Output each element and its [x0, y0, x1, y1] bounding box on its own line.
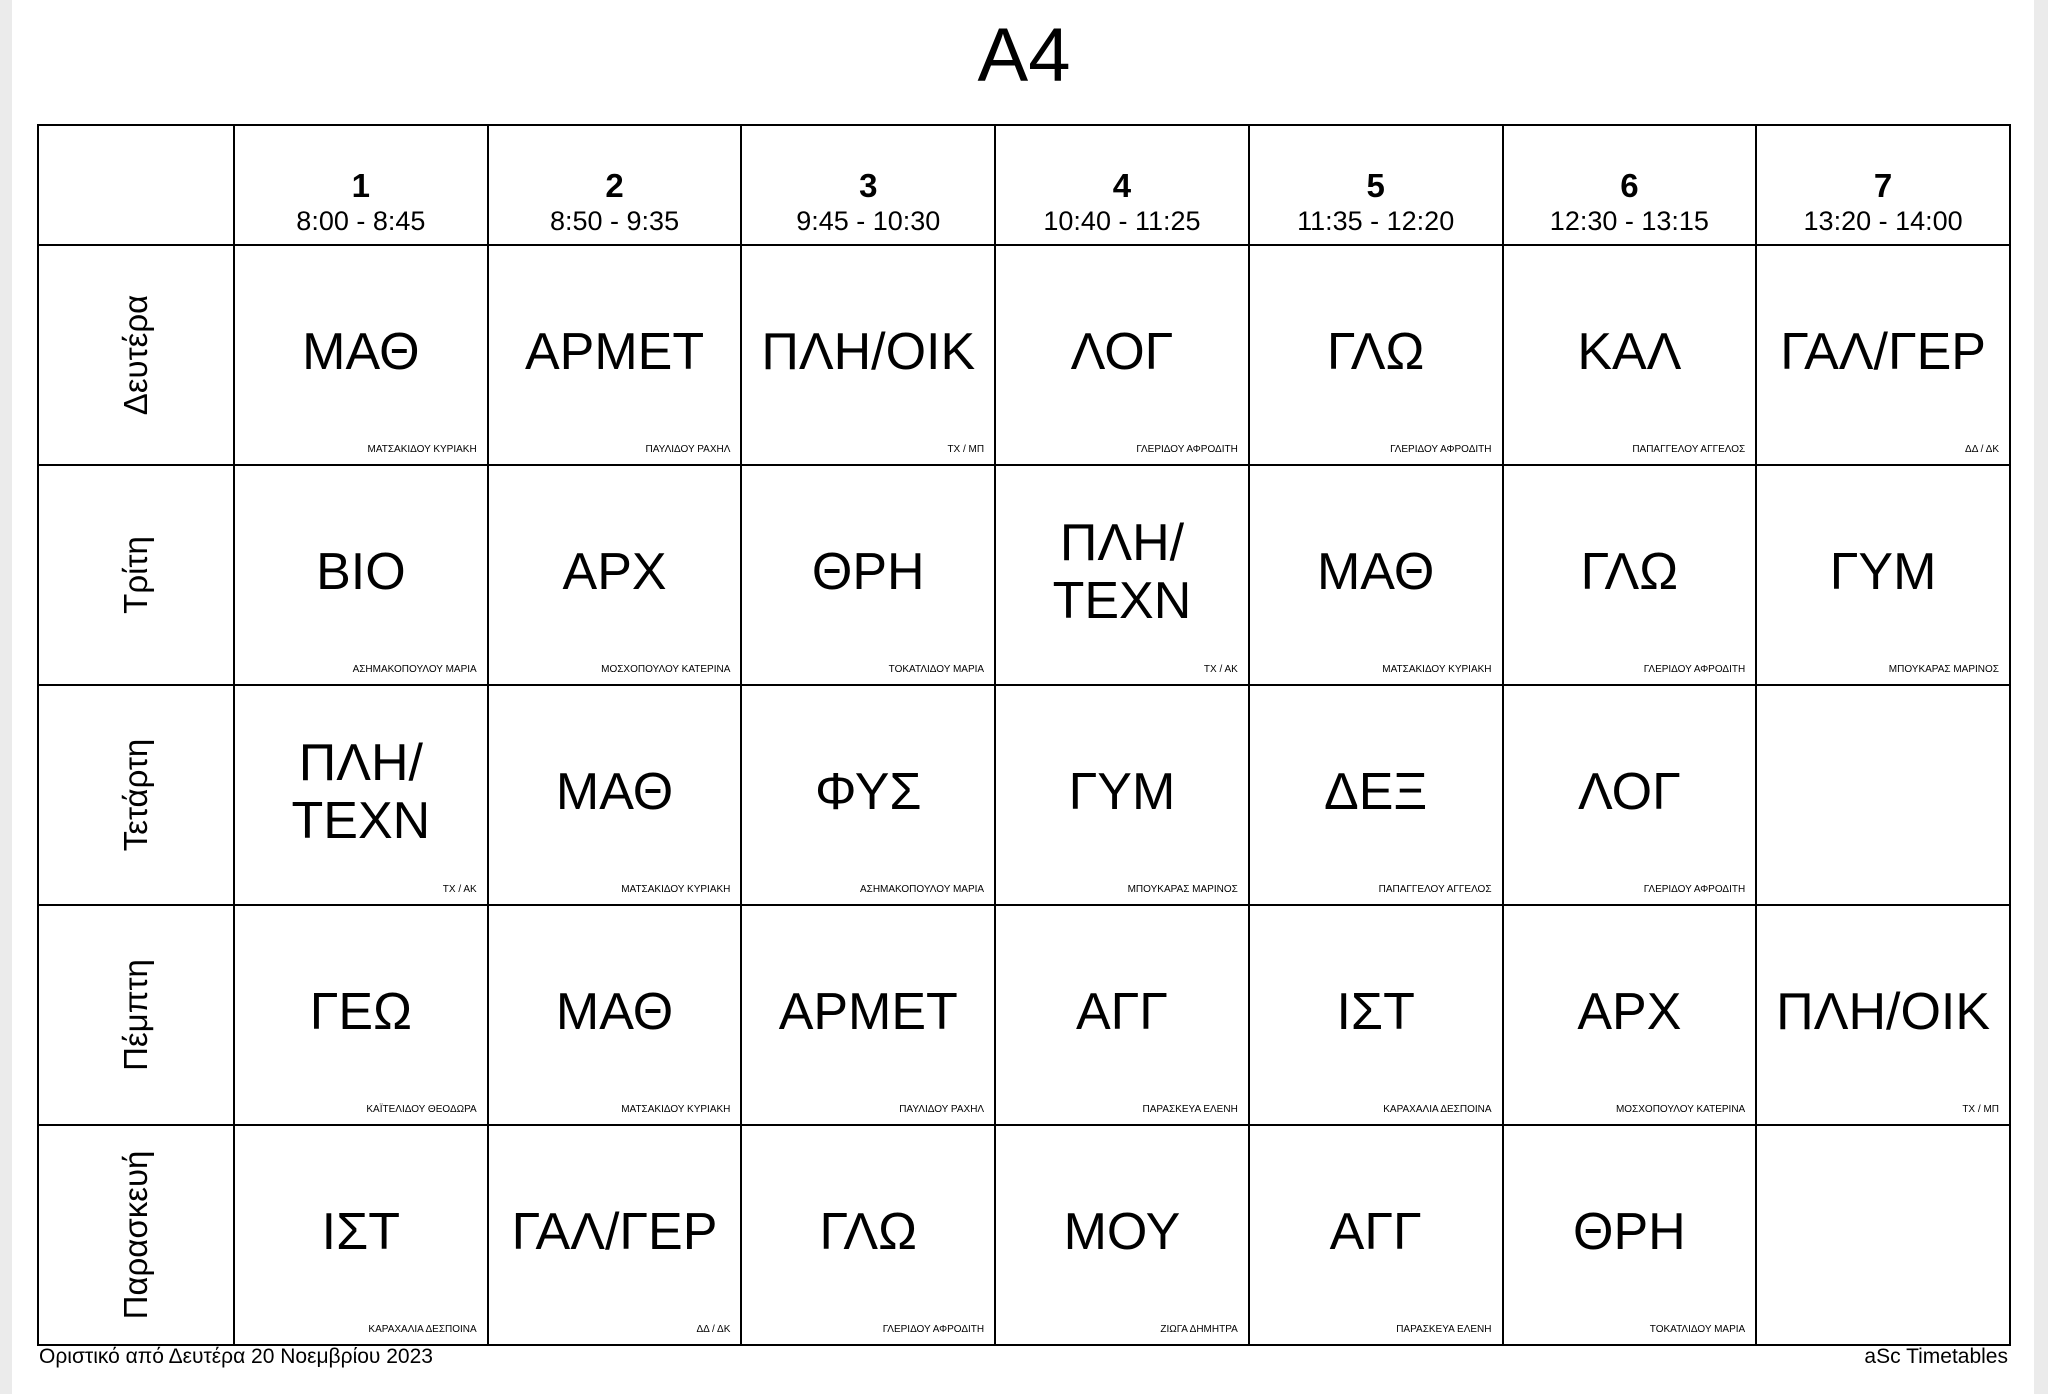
lesson-cell — [1249, 465, 1503, 685]
lesson-teacher: ΖΙΩΓΑ ΔΗΜΗΤΡΑ — [1160, 1324, 1238, 1335]
lesson-teacher: ΤΟΚΑΤΛΙΔΟΥ ΜΑΡΙΑ — [888, 664, 985, 675]
period-time: 8:00 - 8:45 — [296, 206, 426, 236]
lesson-cell — [741, 685, 995, 905]
lesson-teacher: ΓΛΕΡΙΔΟΥ ΑΦΡΟΔΙΤΗ — [1643, 664, 1746, 675]
lesson-subject: ΜΟΥ — [1063, 1203, 1181, 1261]
lesson-subject: ΠΛΗ/ΟΙΚ — [1776, 983, 1991, 1041]
lesson-cell — [488, 465, 742, 685]
lesson-cell — [1756, 905, 2010, 1125]
lesson-teacher: ΑΣΗΜΑΚΟΠΟΥΛΟΥ ΜΑΡΙΑ — [352, 664, 477, 675]
lesson-cell — [234, 905, 488, 1125]
lesson-teacher: ΠΑΠΑΓΓΕΛΟΥ ΑΓΓΕΛΟΣ — [1378, 884, 1492, 895]
lesson-teacher: ΤΟΚΑΤΛΙΔΟΥ ΜΑΡΙΑ — [1649, 1324, 1746, 1335]
lesson-teacher: ΜΑΤΣΑΚΙΔΟΥ ΚΥΡΙΑΚΗ — [621, 1104, 731, 1115]
period-header-3 — [741, 125, 995, 245]
lesson-subject: ΦΥΣ — [814, 763, 922, 821]
lesson-teacher: ΠΑΥΛΙΔΟΥ ΡΑΧΗΛ — [645, 444, 731, 455]
lesson-cell — [1249, 685, 1503, 905]
day-label-cell — [38, 905, 234, 1125]
lesson-teacher: ΔΔ / ΔΚ — [696, 1324, 731, 1335]
day-label-cell — [38, 685, 234, 905]
lesson-cell — [488, 905, 742, 1125]
lesson-subject: ΘΡΗ — [811, 543, 925, 601]
lesson-cell — [488, 1125, 742, 1345]
lesson-teacher: ΜΟΣΧΟΠΟΥΛΟΥ ΚΑΤΕΡΙΝΑ — [1615, 1104, 1746, 1115]
lesson-subject: ΘΡΗ — [1573, 1203, 1686, 1261]
lesson-subject: ΔΕΞ — [1324, 763, 1428, 821]
lesson-teacher: ΜΟΣΧΟΠΟΥΛΟΥ ΚΑΤΕΡΙΝΑ — [601, 664, 731, 675]
lesson-cell — [1756, 1125, 2010, 1345]
day-row — [38, 1125, 2010, 1345]
lesson-teacher: ΠΑΡΑΣΚΕΥΑ ΕΛΕΝΗ — [1396, 1324, 1492, 1335]
lesson-cell — [1249, 245, 1503, 465]
period-time: 8:50 - 9:35 — [550, 206, 680, 236]
lesson-subject: ΑΓΓ — [1075, 983, 1168, 1041]
lesson-subject: ΜΑΘ — [555, 983, 674, 1041]
lesson-cell — [1756, 685, 2010, 905]
lesson-teacher: ΠΑΡΑΣΚΕΥΑ ΕΛΕΝΗ — [1142, 1104, 1238, 1115]
day-row — [38, 465, 2010, 685]
period-time: 9:45 - 10:30 — [796, 206, 941, 236]
timetable-grid — [37, 124, 2011, 1346]
lesson-cell — [995, 245, 1249, 465]
lesson-subject: ΙΣΤ — [1336, 983, 1415, 1041]
lesson-subject: ΠΛΗ/ ΤΕΧΝ — [1052, 514, 1192, 630]
lesson-teacher: ΜΑΤΣΑΚΙΔΟΥ ΚΥΡΙΑΚΗ — [367, 444, 477, 455]
footer-brand: aSc Timetables — [1864, 1345, 2008, 1368]
lesson-subject: ΓΥΜ — [1829, 543, 1937, 601]
lesson-teacher: ΜΑΤΣΑΚΙΔΟΥ ΚΥΡΙΑΚΗ — [1382, 664, 1492, 675]
lesson-cell — [234, 245, 488, 465]
day-name: Τετάρτη — [117, 738, 154, 852]
lesson-subject: ΓΑΛ/ΓΕΡ — [511, 1203, 718, 1261]
day-label-cell — [38, 1125, 234, 1345]
lesson-cell — [234, 1125, 488, 1345]
period-number: 3 — [859, 167, 878, 204]
lesson-subject: ΜΑΘ — [1316, 543, 1435, 601]
lesson-teacher: ΜΑΤΣΑΚΙΔΟΥ ΚΥΡΙΑΚΗ — [621, 884, 731, 895]
lesson-subject: ΠΛΗ/ ΤΕΧΝ — [291, 734, 431, 850]
lesson-teacher: ΤΧ / ΑΚ — [1203, 664, 1238, 675]
lesson-cell — [995, 685, 1249, 905]
period-header-7 — [1756, 125, 2010, 245]
corner-cell — [38, 125, 234, 245]
lesson-subject: ΓΑΛ/ΓΕΡ — [1780, 323, 1986, 381]
period-header-4 — [995, 125, 1249, 245]
header-row — [38, 125, 2010, 245]
lesson-teacher: ΑΣΗΜΑΚΟΠΟΥΛΟΥ ΜΑΡΙΑ — [859, 884, 985, 895]
lesson-cell — [1249, 1125, 1503, 1345]
lesson-cell — [1503, 685, 1757, 905]
period-number: 4 — [1112, 167, 1132, 204]
lesson-subject: ΑΡΜΕΤ — [524, 323, 705, 381]
day-name: Πέμπτη — [117, 959, 154, 1071]
lesson-teacher: ΤΧ / ΜΠ — [947, 444, 985, 455]
lesson-subject: ΜΑΘ — [302, 323, 420, 381]
lesson-subject: ΑΡΧ — [562, 543, 667, 601]
lesson-cell — [1503, 245, 1757, 465]
lesson-subject: ΓΛΩ — [1580, 543, 1679, 601]
lesson-subject: ΑΡΜΕΤ — [778, 983, 958, 1041]
lesson-cell — [741, 245, 995, 465]
lesson-subject: ΓΕΩ — [309, 983, 412, 1041]
lesson-cell — [741, 905, 995, 1125]
period-time: 12:30 - 13:15 — [1549, 206, 1709, 236]
lesson-cell — [1503, 1125, 1757, 1345]
lesson-teacher: ΠΑΥΛΙΔΟΥ ΡΑΧΗΛ — [899, 1104, 985, 1115]
lesson-cell — [1503, 905, 1757, 1125]
lesson-teacher: ΔΔ / ΔΚ — [1965, 444, 1999, 455]
lesson-cell — [741, 465, 995, 685]
lesson-cell — [1249, 905, 1503, 1125]
lesson-subject: ΑΡΧ — [1577, 983, 1682, 1041]
period-time: 11:35 - 12:20 — [1297, 206, 1455, 236]
lesson-teacher: ΤΧ / ΑΚ — [442, 884, 477, 895]
day-row — [38, 905, 2010, 1125]
lesson-teacher: ΠΑΠΑΓΓΕΛΟΥ ΑΓΓΕΛΟΣ — [1632, 444, 1746, 455]
lesson-subject: ΚΑΛ — [1577, 323, 1682, 381]
lesson-cell — [995, 1125, 1249, 1345]
day-name: Δευτέρα — [117, 294, 154, 416]
lesson-cell — [488, 245, 742, 465]
lesson-subject: ΙΣΤ — [321, 1203, 401, 1261]
lesson-teacher: ΚΑΡΑΧΑΛΙΑ ΔΕΣΠΟΙΝΑ — [368, 1324, 477, 1335]
lesson-subject: ΑΓΓ — [1329, 1203, 1422, 1261]
lesson-cell — [234, 685, 488, 905]
period-number: 1 — [351, 167, 371, 204]
lesson-cell — [1503, 465, 1757, 685]
period-header-1 — [234, 125, 488, 245]
lesson-subject: ΜΑΘ — [555, 763, 674, 821]
lesson-teacher: ΜΠΟΥΚΑΡΑΣ ΜΑΡΙΝΟΣ — [1888, 664, 1999, 675]
lesson-teacher: ΜΠΟΥΚΑΡΑΣ ΜΑΡΙΝΟΣ — [1127, 884, 1238, 895]
footer-effective-date: Οριστικό από Δευτέρα 20 Νοεμβρίου 2023 — [39, 1345, 433, 1368]
day-label-cell — [38, 245, 234, 465]
lesson-teacher: ΓΛΕΡΙΔΟΥ ΑΦΡΟΔΙΤΗ — [1643, 884, 1746, 895]
period-header-6 — [1503, 125, 1757, 245]
lesson-teacher: ΓΛΕΡΙΔΟΥ ΑΦΡΟΔΙΤΗ — [1390, 444, 1492, 455]
period-number: 5 — [1366, 167, 1385, 204]
day-name: Τρίτη — [117, 536, 154, 614]
lesson-cell — [995, 905, 1249, 1125]
lesson-subject: ΓΛΩ — [1326, 323, 1425, 381]
lesson-cell — [234, 465, 488, 685]
lesson-teacher: ΤΧ / ΜΠ — [1962, 1104, 1999, 1115]
lesson-subject: ΓΛΩ — [819, 1203, 917, 1261]
period-header-5 — [1249, 125, 1503, 245]
period-header-2 — [488, 125, 742, 245]
day-label-cell — [38, 465, 234, 685]
lesson-cell — [995, 465, 1249, 685]
day-name: Παρασκευή — [117, 1150, 154, 1320]
lesson-teacher: ΓΛΕΡΙΔΟΥ ΑΦΡΟΔΙΤΗ — [1136, 444, 1238, 455]
lesson-cell — [488, 685, 742, 905]
lesson-teacher: ΚΑΡΑΧΑΛΙΑ ΔΕΣΠΟΙΝΑ — [1383, 1104, 1492, 1115]
period-number: 6 — [1620, 167, 1639, 204]
lesson-subject: ΓΥΜ — [1068, 763, 1176, 821]
period-number: 7 — [1873, 167, 1893, 204]
lesson-subject: ΠΛΗ/ΟΙΚ — [761, 323, 976, 381]
lesson-cell — [1756, 465, 2010, 685]
lesson-subject: ΛΟΓ — [1070, 323, 1174, 381]
period-time: 13:20 - 14:00 — [1803, 206, 1963, 236]
period-time: 10:40 - 11:25 — [1043, 206, 1201, 236]
lesson-subject: ΒΙΟ — [316, 543, 406, 601]
lesson-teacher: ΓΛΕΡΙΔΟΥ ΑΦΡΟΔΙΤΗ — [882, 1324, 985, 1335]
lesson-subject: ΛΟΓ — [1578, 763, 1681, 821]
lesson-teacher: ΚΑΪΤΕΛΙΔΟΥ ΘΕΟΔΩΡΑ — [366, 1104, 477, 1115]
day-row — [38, 685, 2010, 905]
page-title: A4 — [977, 13, 1071, 98]
lesson-cell — [1756, 245, 2010, 465]
day-row — [38, 245, 2010, 465]
lesson-cell — [741, 1125, 995, 1345]
period-number: 2 — [605, 167, 624, 204]
